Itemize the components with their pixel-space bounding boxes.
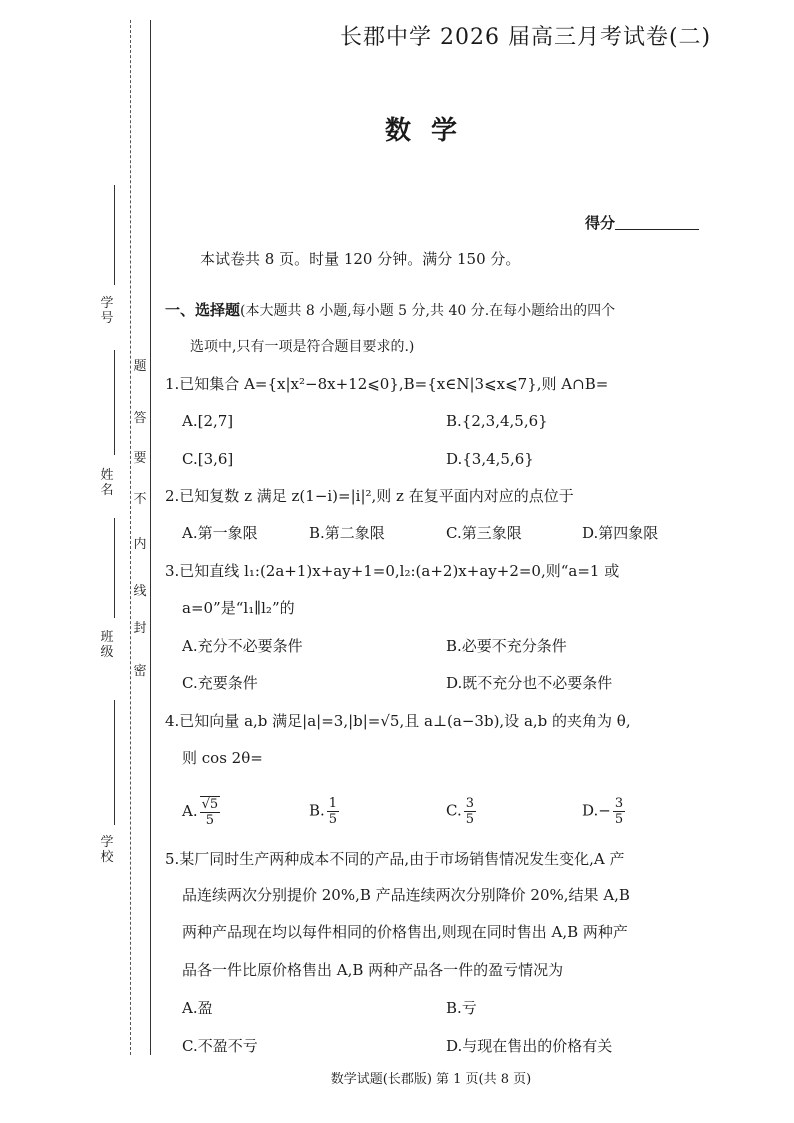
seal-char: 内 (133, 537, 147, 552)
subject-title: 数学 (384, 116, 477, 146)
cut-line (130, 20, 131, 1055)
question-stem: 4.已知向量 a,b 满足|a|=3,|b|=√5,且 a⊥(a−3b),设 a,b 的夹角为 θ, (165, 712, 631, 730)
option-b: B.{2,3,4,5,6} (446, 412, 548, 430)
option-d (582, 796, 627, 827)
option-c: C.不盈不亏 (182, 1037, 258, 1055)
question-stem-cont: 两种产品现在均以每件相同的价格售出,则现在同时售出 A,B 两种产 (182, 923, 628, 941)
option-d: D.既不充分也不必要条件 (446, 674, 613, 692)
score-blank[interactable] (615, 215, 699, 230)
option-d: D.第四象限 (582, 524, 659, 542)
option-label: C. (446, 801, 462, 820)
option-c: C.[3,6] (182, 450, 234, 468)
denominator: 5 (205, 813, 215, 828)
option-a: A.盈 (182, 999, 213, 1017)
field-label-school: 学 校 (100, 835, 114, 865)
option-d: D.与现在售出的价格有关 (446, 1037, 613, 1055)
minus-sign: − (598, 801, 611, 820)
option-d: D.{3,4,5,6} (446, 450, 534, 468)
seal-char: 线 (133, 584, 147, 599)
option-a: A.[2,7] (182, 412, 234, 430)
question-stem: 1.已知集合 A={x|x²−8x+12⩽0},B={x∈N|3⩽x⩽7},则 A∩B= (165, 375, 609, 393)
seal-char: 密 (133, 664, 147, 679)
numerator: 1 (328, 796, 338, 811)
score-label: 得分 (585, 214, 616, 232)
option-label: A. (182, 802, 198, 820)
option-b: B.第二象限 (309, 524, 385, 542)
numerator: 3 (614, 796, 624, 811)
option-b: B.亏 (446, 999, 477, 1017)
option-a: A.充分不必要条件 (182, 637, 303, 655)
section-title: 一、选择题 (165, 301, 241, 319)
seal-char: 封 (133, 621, 147, 636)
score-field (585, 212, 699, 233)
fraction (327, 796, 339, 827)
field-blank-name[interactable] (114, 350, 115, 455)
option-c: C.第三象限 (446, 524, 522, 542)
fraction (613, 796, 625, 827)
section-note-line2: 选项中,只有一项是符合题目要求的.) (190, 339, 415, 355)
numerator: 3 (465, 796, 474, 811)
numerator: √5 (201, 797, 219, 812)
field-label-class: 班 级 (100, 630, 114, 660)
option-label: D. (582, 801, 599, 820)
field-label-student-id: 学 号 (100, 296, 114, 326)
exam-title: 长郡中学 2026 届高三月考试卷(二) (340, 25, 712, 50)
option-b: B.必要不充分条件 (446, 637, 567, 655)
instructions: 本试卷共 8 页。时量 120 分钟。满分 150 分。 (200, 250, 521, 268)
option-a (182, 796, 222, 828)
question-stem-cont: a=0”是“l₁∥l₂”的 (182, 599, 295, 617)
fraction (464, 796, 476, 827)
option-label: B. (309, 801, 325, 820)
page-footer: 数学试题(长郡版) 第 1 页(共 8 页) (330, 1072, 532, 1087)
section-note: (本大题共 8 小题,每小题 5 分,共 40 分.在每小题给出的四个 (240, 303, 616, 319)
denominator: 5 (614, 812, 624, 827)
field-label-name: 姓 名 (100, 468, 114, 498)
denominator: 5 (465, 812, 474, 827)
binding-line (150, 20, 151, 1055)
option-c (446, 796, 478, 827)
seal-char: 要 (133, 451, 147, 466)
field-blank-class[interactable] (114, 518, 115, 618)
seal-char: 不 (133, 492, 147, 507)
option-c: C.充要条件 (182, 674, 258, 692)
option-a: A.第一象限 (182, 524, 258, 542)
denominator: 5 (328, 812, 338, 827)
question-stem: 5.某厂同时生产两种成本不同的产品,由于市场销售情况发生变化,A 产 (165, 850, 625, 868)
question-stem: 3.已知直线 l₁:(2a+1)x+ay+1=0,l₂:(a+2)x+ay+2=0,则“a=1 或 (165, 562, 620, 580)
field-blank-student-id[interactable] (114, 185, 115, 285)
section-heading (165, 300, 615, 321)
fraction (200, 796, 221, 828)
seal-char: 答 (133, 411, 147, 426)
option-b (309, 796, 341, 827)
question-stem-cont: 品各一件比原价格售出 A,B 两种产品各一件的盈亏情况为 (182, 961, 564, 979)
field-blank-school[interactable] (114, 700, 115, 825)
seal-char: 题 (133, 359, 147, 374)
question-stem-cont: 品连续两次分别提价 20%,B 产品连续两次分别降价 20%,结果 A,B (182, 886, 630, 904)
question-stem-cont: 则 cos 2θ= (182, 749, 263, 767)
question-stem: 2.已知复数 z 满足 z(1−i)=|i|²,则 z 在复平面内对应的点位于 (165, 487, 574, 505)
